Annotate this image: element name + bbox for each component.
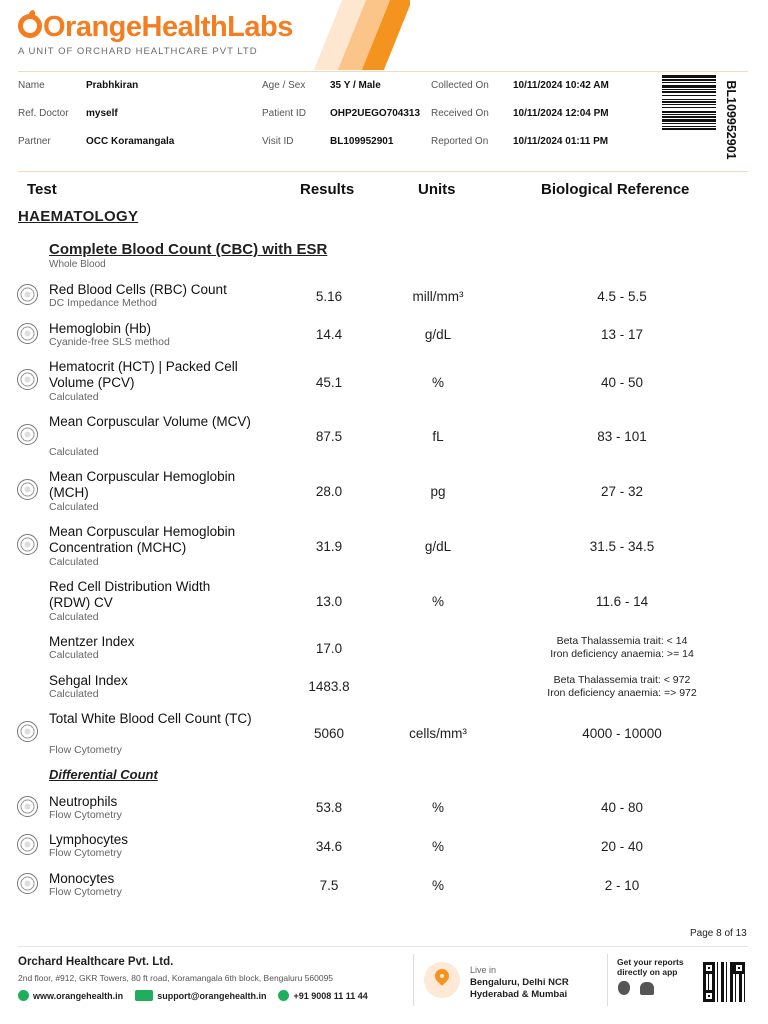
test-reference: 4000 - 10000	[582, 726, 662, 741]
header-units: Units	[418, 181, 456, 198]
test-result: 1483.8	[308, 679, 350, 694]
location-pin-icon	[424, 962, 460, 998]
test-unit: %	[431, 594, 444, 609]
test-unit: g/dL	[424, 539, 452, 554]
brand-logo	[18, 10, 293, 57]
test-result: 31.9	[315, 539, 343, 554]
test-reference: 40 - 50	[600, 375, 644, 390]
qr-code-icon	[703, 962, 745, 1002]
test-reference: 31.5 - 34.5	[589, 539, 655, 554]
barcode-label: BL109952901	[724, 80, 738, 160]
test-name: Mentzer Index	[49, 634, 135, 649]
test-method: Calculated	[49, 688, 99, 700]
footer-website[interactable]: www.orangehealth.in	[33, 990, 124, 1001]
apple-icon[interactable]	[618, 981, 630, 995]
app-line: directly on app	[617, 967, 678, 977]
reported-label: Reported On	[431, 136, 489, 147]
test-name: Red Cell Distribution Width (RDW) CV	[49, 579, 211, 610]
test-reference: 2 - 10	[604, 878, 640, 893]
android-icon[interactable]	[640, 982, 654, 995]
differential-title: Differential Count	[49, 767, 158, 782]
test-result: 53.8	[315, 800, 343, 815]
test-result: 28.0	[315, 484, 343, 499]
header-test: Test	[27, 181, 57, 198]
test-result: 13.0	[315, 594, 343, 609]
footer-app-promo	[617, 957, 684, 977]
test-method: Calculated	[49, 446, 99, 458]
orange-logo-icon	[18, 14, 42, 38]
test-reference	[500, 674, 744, 700]
reference-line: Iron deficiency anaemia: => 972	[547, 687, 697, 699]
test-method: Flow Cytometry	[49, 809, 122, 821]
pid-label: Patient ID	[262, 108, 306, 119]
test-unit: fL	[432, 429, 444, 444]
brand-name-orange: Orange	[43, 11, 142, 43]
test-unit: %	[431, 375, 444, 390]
test-name: Lymphocytes	[49, 832, 129, 847]
test-method: Calculated	[49, 501, 99, 513]
partner-label: Partner	[18, 136, 51, 147]
test-name: Mean Corpuscular Hemoglobin (MCH)	[49, 469, 236, 500]
accreditation-seal-icon	[17, 534, 38, 555]
mail-icon	[135, 990, 153, 1001]
agesex-label: Age / Sex	[262, 80, 306, 91]
footer-company: Orchard Healthcare Pvt. Ltd.	[18, 956, 174, 968]
test-method: Flow Cytometry	[49, 847, 122, 859]
accreditation-seal-icon	[17, 834, 38, 855]
test-method: Flow Cytometry	[49, 744, 122, 756]
cities-line: Bengaluru, Delhi NCR	[470, 977, 569, 988]
header-results: Results	[300, 181, 355, 198]
test-result: 14.4	[315, 327, 343, 342]
page-number: Page 8 of 13	[690, 928, 747, 939]
patient-name: Prabhkiran	[86, 80, 139, 91]
test-unit: pg	[430, 484, 446, 499]
test-result: 5.16	[315, 289, 343, 304]
test-reference: 27 - 32	[600, 484, 644, 499]
footer-email[interactable]: support@orangehealth.in	[157, 990, 267, 1001]
panel-title: Complete Blood Count (CBC) with ESR	[49, 241, 328, 258]
test-unit: g/dL	[424, 327, 452, 342]
reference-line: Beta Thalassemia trait: < 14	[556, 635, 688, 647]
collected-on: 10/11/2024 10:42 AM	[513, 80, 609, 91]
test-unit: %	[431, 800, 444, 815]
header-reference: Biological Reference	[541, 181, 690, 198]
visit-label: Visit ID	[262, 136, 294, 147]
test-name: Red Blood Cells (RBC) Count	[49, 282, 227, 297]
refdoc-label: Ref. Doctor	[18, 108, 69, 119]
test-reference: 20 - 40	[600, 839, 644, 854]
barcode-bar	[662, 130, 716, 133]
test-result: 17.0	[315, 641, 343, 656]
test-method: Flow Cytometry	[49, 886, 122, 898]
test-method: Calculated	[49, 391, 99, 403]
test-unit: cells/mm³	[409, 726, 467, 741]
brand-name-rest: HealthLabs	[141, 11, 293, 43]
test-method: Cyanide-free SLS method	[49, 336, 170, 348]
test-name: Total White Blood Cell Count (TC)	[49, 711, 252, 726]
accreditation-seal-icon	[17, 479, 38, 500]
test-unit: mill/mm³	[412, 289, 464, 304]
test-reference	[500, 635, 744, 661]
visit-id: BL109952901	[330, 136, 394, 147]
test-unit: %	[431, 878, 444, 893]
panel-specimen: Whole Blood	[49, 259, 106, 270]
collected-label: Collected On	[431, 80, 489, 91]
cities-line: Hyderabad & Mumbai	[470, 989, 568, 1000]
app-line: Get your reports	[617, 957, 684, 967]
footer-divider	[18, 946, 748, 947]
header-divider	[18, 71, 748, 72]
footer-contacts	[18, 990, 368, 1001]
accreditation-seal-icon	[17, 721, 38, 742]
test-name: Monocytes	[49, 871, 115, 886]
accreditation-seal-icon	[17, 873, 38, 894]
test-result: 87.5	[315, 429, 343, 444]
test-method: Calculated	[49, 649, 99, 661]
info-divider	[18, 171, 748, 172]
footer-address: 2nd floor, #912, GKR Towers, 80 ft road, Koramangala 6th block, Bengaluru 560095	[18, 973, 334, 983]
whatsapp-icon	[278, 990, 289, 1001]
test-name: Neutrophils	[49, 794, 118, 809]
ref-doctor: myself	[86, 108, 118, 119]
test-name: Hematocrit (HCT) | Packed Cell Volume (PCV)	[49, 359, 238, 390]
header-decoration	[310, 0, 410, 70]
barcode	[662, 75, 716, 165]
footer-phone[interactable]: +91 9008 11 11 44	[293, 990, 368, 1001]
test-method: Calculated	[49, 556, 99, 568]
received-on: 10/11/2024 12:04 PM	[513, 108, 609, 119]
partner: OCC Koramangala	[86, 136, 175, 147]
test-reference: 40 - 80	[600, 800, 644, 815]
age-sex: 35 Y / Male	[330, 80, 381, 91]
accreditation-seal-icon	[17, 369, 38, 390]
footer-live-in: Live in	[470, 965, 497, 975]
footer-separator	[607, 954, 608, 1006]
test-name: Mean Corpuscular Volume (MCV)	[49, 414, 251, 429]
test-reference: 83 - 101	[597, 429, 647, 444]
test-method: Calculated	[49, 611, 99, 623]
test-name: Sehgal Index	[49, 673, 128, 688]
reference-line: Iron deficiency anaemia: >= 14	[550, 648, 694, 660]
test-result: 5060	[313, 726, 345, 741]
reported-on: 10/11/2024 01:11 PM	[513, 136, 609, 147]
accreditation-seal-icon	[17, 284, 38, 305]
name-label: Name	[18, 80, 45, 91]
test-result: 7.5	[319, 878, 339, 893]
accreditation-seal-icon	[17, 796, 38, 817]
accreditation-seal-icon	[17, 323, 38, 344]
test-result: 45.1	[315, 375, 343, 390]
globe-icon	[18, 990, 29, 1001]
received-label: Received On	[431, 108, 489, 119]
test-reference: 13 - 17	[600, 327, 644, 342]
test-name: Mean Corpuscular Hemoglobin Concentration (MCHC)	[49, 524, 236, 555]
accreditation-seal-icon	[17, 424, 38, 445]
brand-subtitle: A UNIT OF ORCHARD HEALTHCARE PVT LTD	[18, 46, 258, 57]
footer-cities	[470, 977, 569, 1001]
reference-line: Beta Thalassemia trait: < 972	[553, 674, 691, 686]
test-unit: %	[431, 839, 444, 854]
test-result: 34.6	[315, 839, 343, 854]
footer-separator	[413, 954, 414, 1006]
test-reference: 11.6 - 14	[595, 594, 649, 609]
section-title: HAEMATOLOGY	[18, 208, 139, 225]
patient-id: OHP2UEGO704313	[330, 108, 421, 119]
test-name: Hemoglobin (Hb)	[49, 321, 152, 336]
test-method: DC Impedance Method	[49, 297, 157, 309]
test-reference: 4.5 - 5.5	[597, 289, 647, 304]
